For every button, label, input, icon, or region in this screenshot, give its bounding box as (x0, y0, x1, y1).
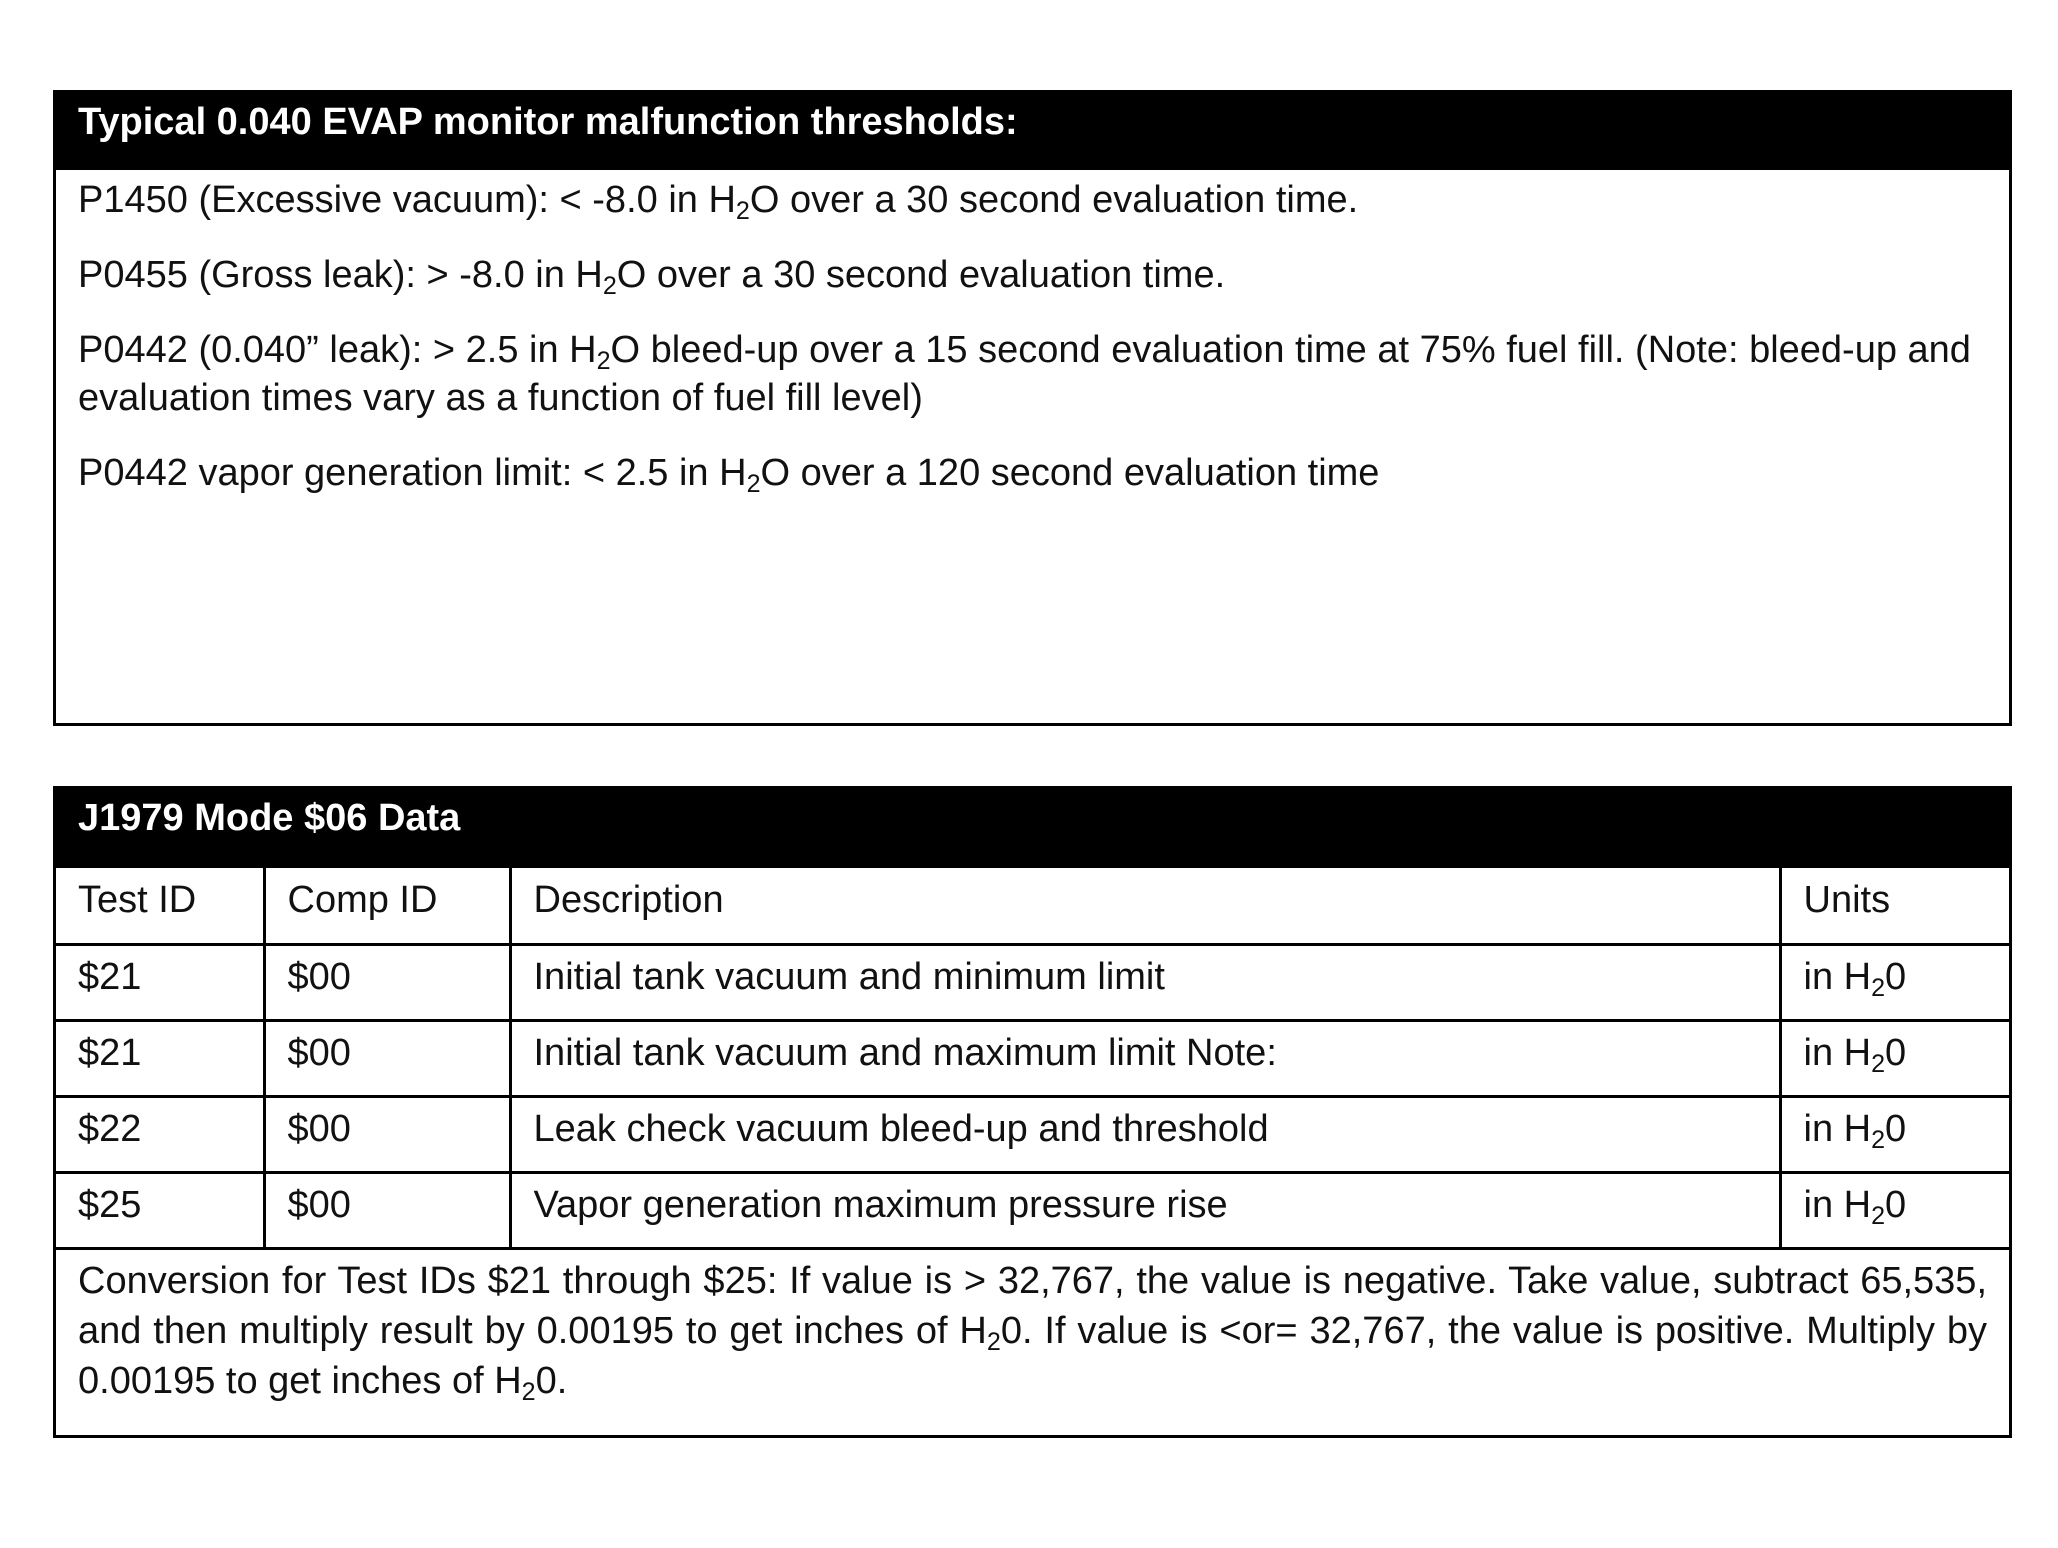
cell-test-id: $21 (56, 1020, 264, 1096)
cell-comp-id: $00 (264, 1096, 510, 1172)
cell-units: in $H_20$ (1780, 944, 2009, 1020)
table-row (56, 1096, 2009, 1172)
table-row (56, 944, 2009, 1020)
thresholds-title: Typical 0.040 EVAP monitor malfunction thresholds: (56, 93, 2009, 170)
threshold-p1450: P1450 (Excessive vacuum): < -8.0 in $H_2O$ over a 30 second evaluation time. (78, 179, 1359, 226)
table-row (56, 1020, 2009, 1096)
mode06-table (56, 868, 2009, 1250)
header-units: Units (1780, 868, 2009, 944)
cell-description: Initial tank vacuum and maximum limit Note: (510, 1020, 1780, 1096)
cell-comp-id: $00 (264, 1020, 510, 1096)
cell-test-id: $21 (56, 944, 264, 1020)
cell-comp-id: $00 (264, 1172, 510, 1248)
cell-units: in $H_20$ (1780, 1172, 2009, 1248)
threshold-p0455: P0455 (Gross leak): > -8.0 in $H_2O$ over a 30 second evaluation time. (78, 254, 1226, 301)
cell-description: Vapor generation maximum pressure rise (510, 1172, 1780, 1248)
mode06-box (53, 786, 2012, 1438)
mode06-title: J1979 Mode $06 Data (56, 789, 2009, 868)
conversion-note: Conversion for Test IDs $21 through $25: If value is > 32,767, the value is negative. Take value, subtract 65,535, and then multiply result by 0.00195 to get inches of $H_20$. If value is <or= 32,767, the value is positive. Multiply by 0.00195 to get inches of $H_20$. (78, 1259, 1987, 1406)
thresholds-box (53, 90, 2012, 726)
cell-test-id: $25 (56, 1172, 264, 1248)
thresholds-body (56, 170, 2009, 497)
cell-units: in $H_20$ (1780, 1096, 2009, 1172)
header-comp-id: Comp ID (264, 868, 510, 944)
table-header-row (56, 868, 2009, 944)
header-description: Description (510, 868, 1780, 944)
threshold-p0442-vapor: P0442 vapor generation limit: < 2.5 in $H_2O$ over a 120 second evaluation time (78, 452, 1380, 499)
table-row (56, 1172, 2009, 1248)
cell-comp-id: $00 (264, 944, 510, 1020)
header-test-id: Test ID (56, 868, 264, 944)
cell-units: in $H_20$ (1780, 1020, 2009, 1096)
cell-test-id: $22 (56, 1096, 264, 1172)
cell-description: Initial tank vacuum and minimum limit (510, 944, 1780, 1020)
cell-description: Leak check vacuum bleed-up and threshold (510, 1096, 1780, 1172)
threshold-p0442-leak: P0442 (0.040” leak): > 2.5 in $H_2O$ bleed-up over a 15 second evaluation time at 75% fuel fill. (Note: bleed-up and evaluation times vary as a function of fuel fill level) (78, 329, 1971, 419)
